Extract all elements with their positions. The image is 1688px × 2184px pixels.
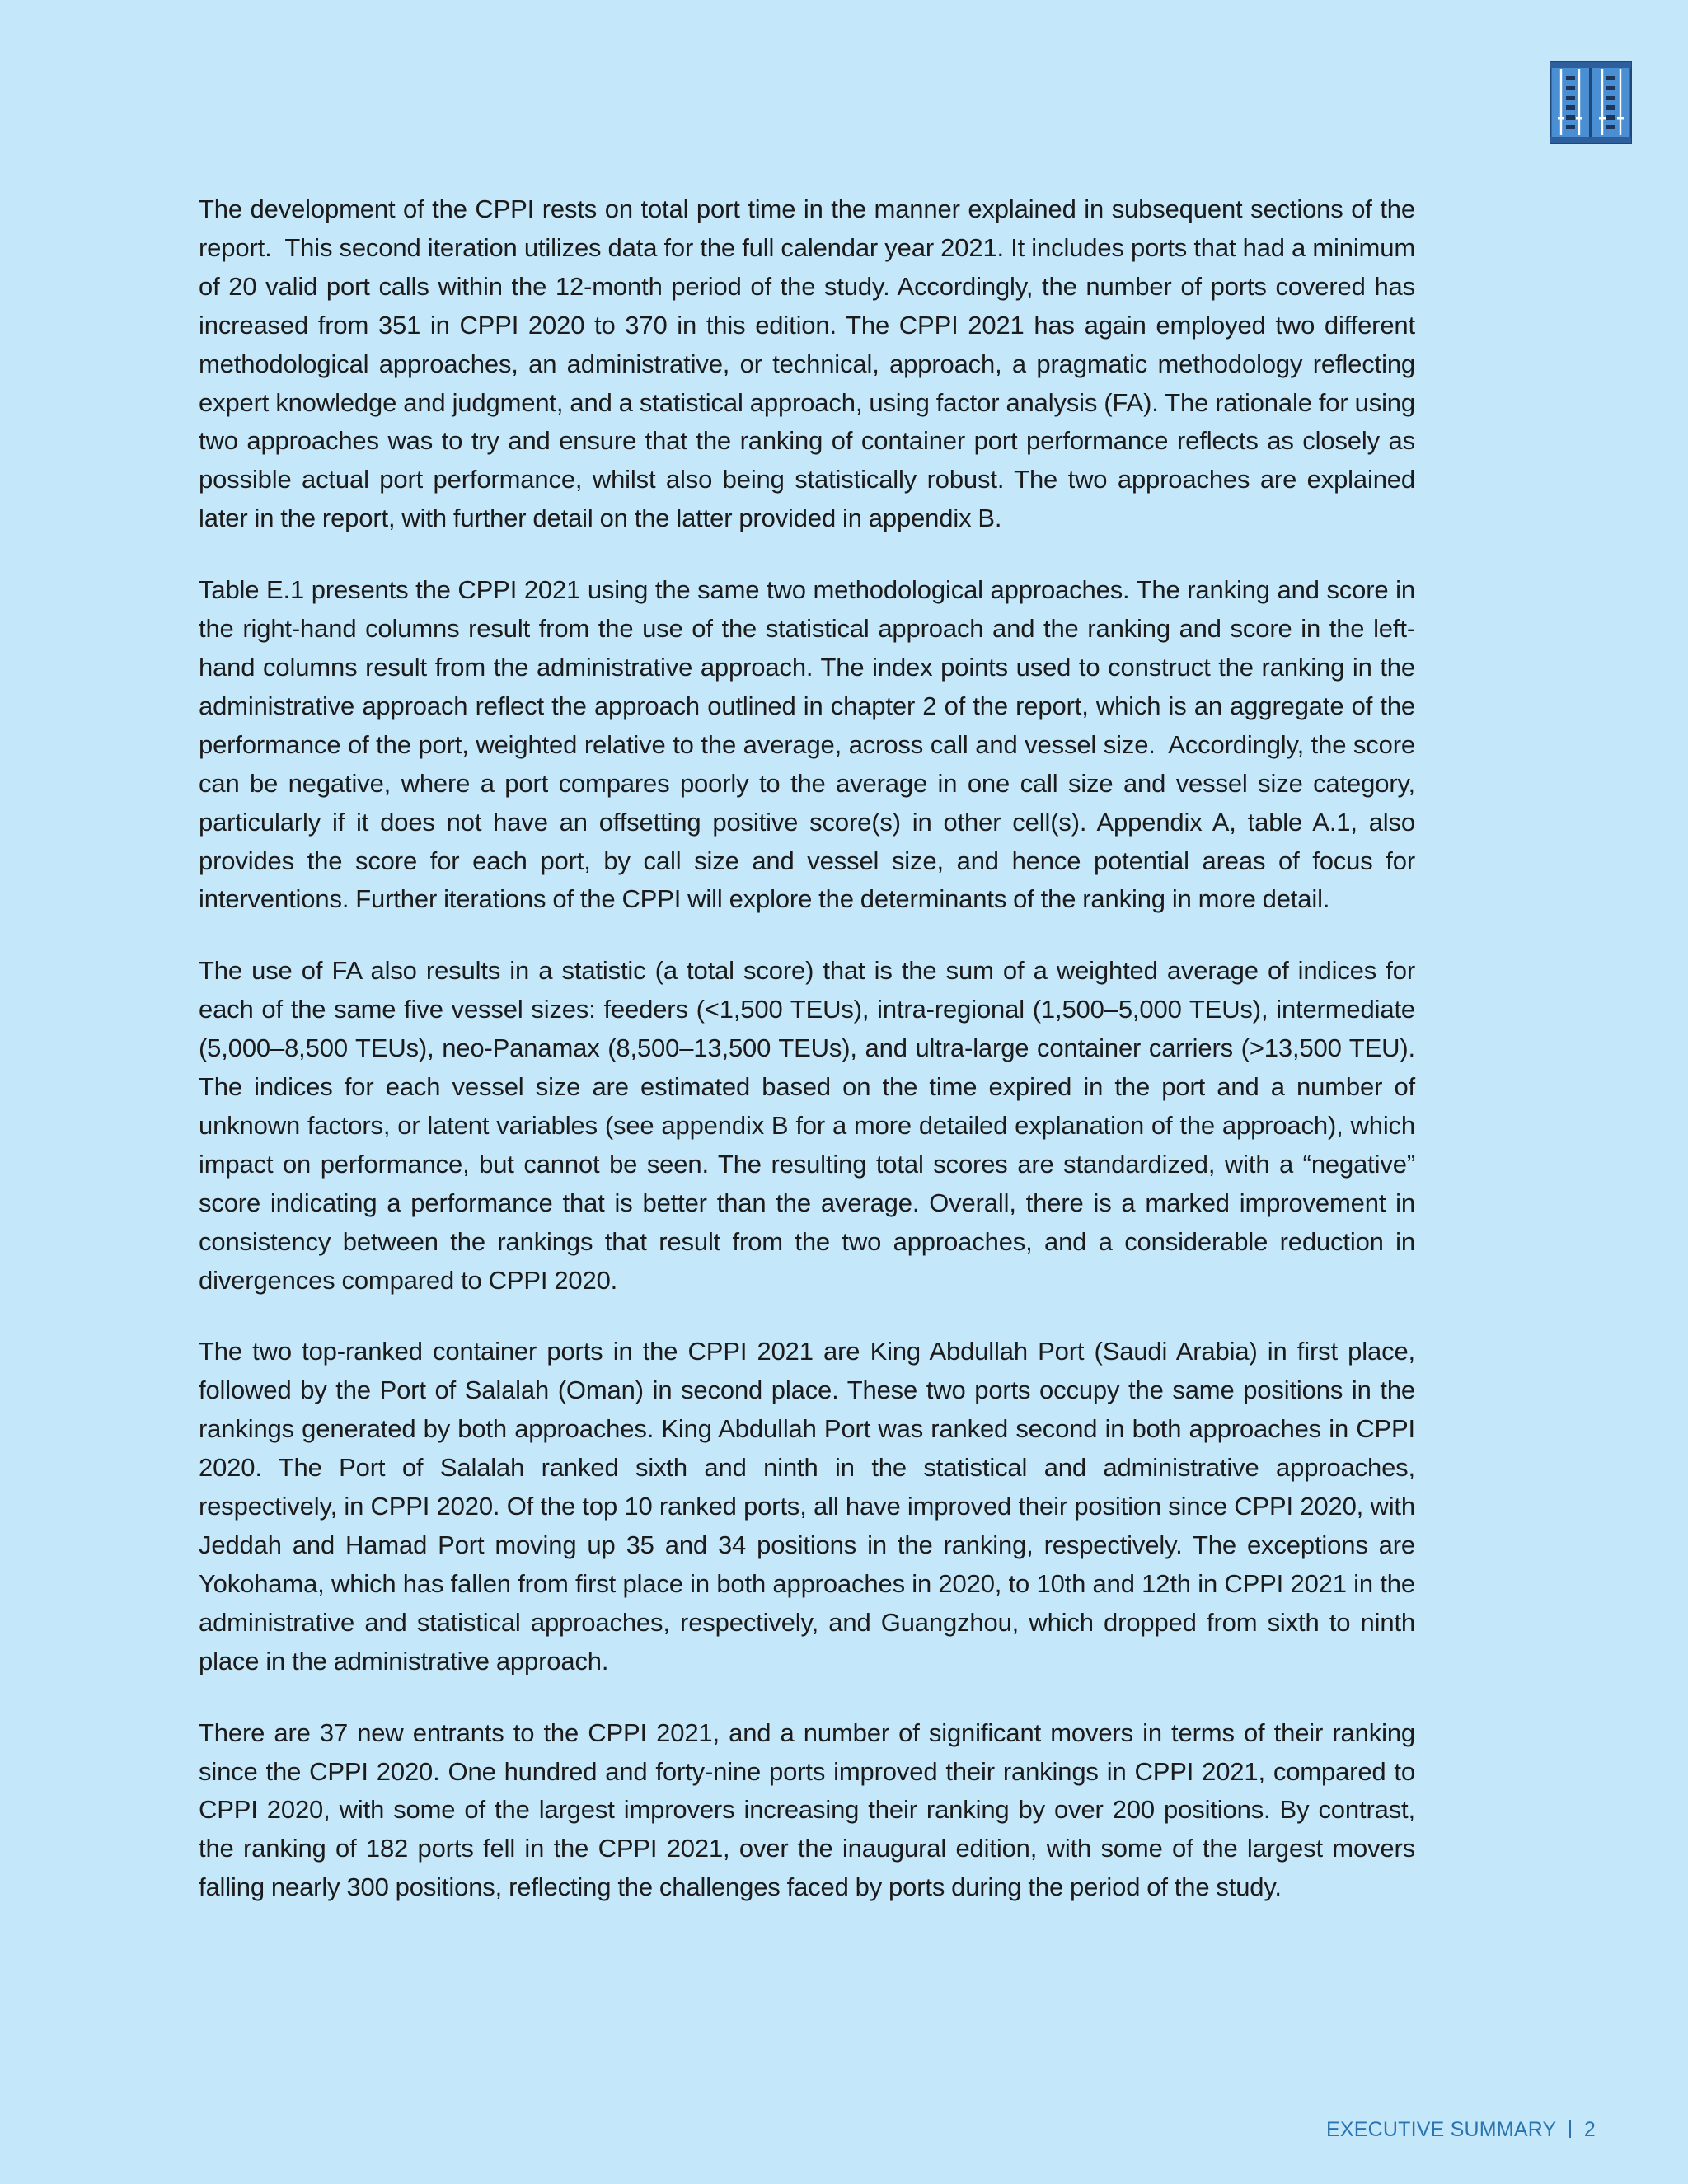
body-text	[199, 190, 1415, 1940]
footer-section-title: EXECUTIVE SUMMARY	[1326, 2118, 1557, 2141]
paragraph: The two top-ranked container ports in the CPPI 2021 are King Abdullah Port (Saudi Arabia) in first place, followed by the Port of Salalah (Oman) in second place. These two ports occupy the same positions in the rankings generated by both approaches. King Abdullah Port was ranked second in both approaches in CPPI 2020. The Port of Salalah ranked sixth and ninth in the statistical and administrative approaches, respectively, in CPPI 2020. Of the top 10 ranked ports, all have improved their position since CPPI 2020, with Jeddah and Hamad Port moving up 35 and 34 positions in the ranking, respectively. The exceptions are Yokohama, which has fallen from first place in both approaches in 2020, to 10th and 12th in CPPI 2021 in the administrative and statistical approaches, respectively, and Guangzhou, which dropped from sixth to ninth place in the administrative approach.	[199, 1337, 1415, 1675]
paragraph: Table E.1 presents the CPPI 2021 using the same two methodological approaches. The ranking and score in the right-hand columns result from the use of the statistical approach and the ranking and score in the left-hand columns result from the administrative approach. The index points used to construct the ranking in the administrative approach reflect the approach outlined in chapter 2 of the report, which is an aggregate of the performance of the port, weighted relative to the average, across call and vessel size. Accordingly, the score can be negative, where a port compares poorly to the average in one call size and vessel size category, particularly if it does not have an offsetting positive score(s) in other cell(s). Appendix A, table A.1, also provides the score for each port, by call size and vessel size, and hence potential areas of focus for interventions. Further iterations of the CPPI will explore the determinants of the ranking in more detail.	[199, 575, 1415, 914]
footer-divider	[1569, 2120, 1571, 2138]
paragraph: The development of the CPPI rests on total port time in the manner explained in subsequent sections of the report. This second iteration utilizes data for the full calendar year 2021. It includes ports that had a minimum of 20 valid port calls within the 12-month period of the study. Accordingly, the number of ports covered has increased from 351 in CPPI 2020 to 370 in this edition. The CPPI 2021 has again employed two different methodological approaches, an administrative, or technical, approach, a pragmatic methodology reflecting expert knowledge and judgment, and a statistical approach, using factor analysis (FA). The rationale for using two approaches was to try and ensure that the ranking of container port performance reflects as closely as possible actual port performance, whilst also being statistically robust. The two approaches are explained later in the report, with further detail on the latter provided in appendix B.	[199, 194, 1415, 533]
page-number: 2	[1583, 2118, 1596, 2141]
paragraph: There are 37 new entrants to the CPPI 2021, and a number of significant movers in terms of their ranking since the CPPI 2020. One hundred and forty-nine ports improved their rankings in CPPI 2021, compared to CPPI 2020, with some of the largest improvers increasing their ranking by over 200 positions. By contrast, the ranking of 182 ports fell in the CPPI 2021, over the inaugural edition, with some of the largest movers falling nearly 300 positions, reflecting the challenges faced by ports during the period of the study.	[199, 1718, 1415, 1902]
page-footer	[1326, 2118, 1596, 2142]
paragraph: The use of FA also results in a statistic (a total score) that is the sum of a weighted average of indices for each of the same five vessel sizes: feeders (<1,500 TEUs), intra-regional (1,500–5,000 TEUs), intermediate (5,000–8,500 TEUs), neo-Panamax (8,500–13,500 TEUs), and ultra-large container carriers (>13,500 TEU). The indices for each vessel size are estimated based on the time expired in the port and a number of unknown factors, or latent variables (see appendix B for a more detailed explanation of the approach), which impact on performance, but cannot be seen. The resulting total scores are standardized, with a “negative” score indicating a performance that is better than the average. Overall, there is a marked improvement in consistency between the rankings that result from the two approaches, and a considerable reduction in divergences compared to CPPI 2020.	[199, 956, 1415, 1295]
container-stack-icon	[1550, 61, 1632, 144]
